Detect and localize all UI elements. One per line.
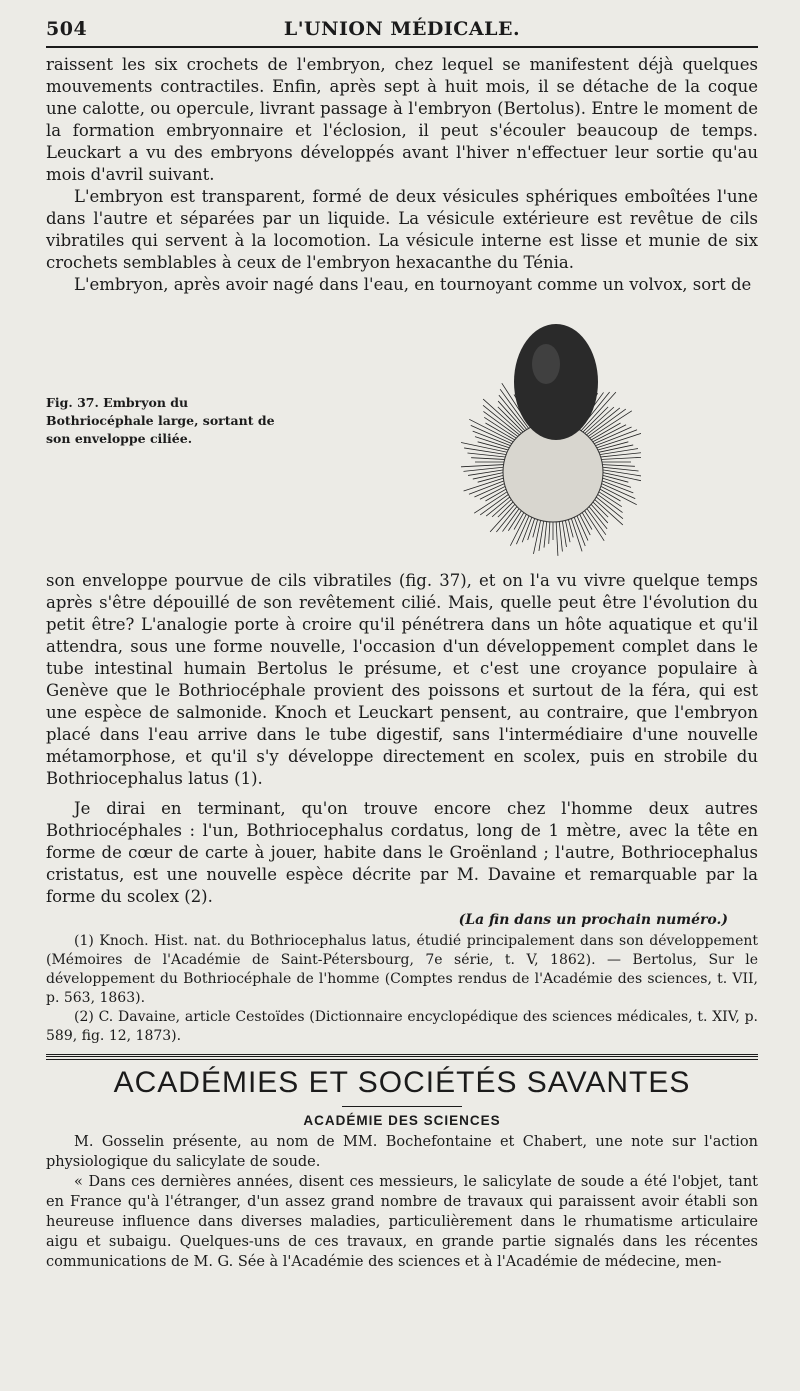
next-issue-note: (La fin dans un prochain numéro.) xyxy=(458,912,728,928)
footnotes xyxy=(46,932,758,1046)
journal-title: L'UNION MÉDICALE. xyxy=(283,18,521,40)
academie-text xyxy=(46,1132,758,1272)
paragraph-2: L'embryon est transparent, formé de deux vésicules sphériques emboîtées l'une dans l'autre et séparées par un liquide. La vésicule extérieure est revêtue de cils vibratiles qui servent à la locomotion. La vésicule interne est lisse et munie de six crochets semblables à ceux de l'embryon hexacanthe du Ténia. xyxy=(46,187,758,272)
paragraph-4: son enveloppe pourvue de cils vibratiles (fig. 37), et on l'a vu vivre quelque temps après s'être dépouillé de son revêtement cilié. Mais, quelle peut être l'évolution du petit être? L'analogie porte à croire qu'il pénétrera dans un hôte aquatique et qu'il attendra, sous une forme nouvelle, l'occasion d'un développement complet dans le tube intestinal humain Bertolus le présume, et c'est une croyance populaire à Genève que le Bothriocéphale provient des poissons et surtout de la féra, qui est une espèce de salmonide. Knoch et Leuckart pensent, au contraire, que l'embryon placé dans l'eau arrive dans le tube digestif, sans l'intermédiaire d'une nouvelle métamorphose, et qu'il s'y développe directement en scolex, puis en strobile du Bothriocephalus latus (1). xyxy=(46,571,758,788)
subsection-title: ACADÉMIE DES SCIENCES xyxy=(303,1113,501,1128)
figure-37 xyxy=(46,302,758,564)
figure-caption: Fig. 37. Embryon du Bothriocéphale large, sortant de son enveloppe ciliée. xyxy=(46,395,275,446)
section-title: ACADÉMIES ET SOCIÉTÉS SAVANTES xyxy=(113,1066,691,1099)
cilium xyxy=(590,430,637,448)
footnote-2: (2) C. Davaine, article Cestoïdes (Dictionnaire encyclopédique des sciences médicales, t. XIV, p. 589, fig. 12, 1873). xyxy=(46,1009,758,1044)
paragraph-1: raissent les six crochets de l'embryon, chez lequel se manifestent déjà quelques mouvements contractiles. Enfin, après sept à huit mois, il se détache de la coque une calotte, ou opercule, livrant passage à l'embryon (Bertolus). Entre le moment de la formation embryonnaire et l'éclosion, il peut s'écouler beaucoup de temps. Leuckart a vu des embryons développés avant l'hiver n'effectuer leur sortie qu'au mois d'avril suivant. xyxy=(46,55,758,184)
journal-page xyxy=(46,18,758,1272)
section-rule xyxy=(46,1054,758,1060)
page-number: 504 xyxy=(46,18,88,40)
embryo-body xyxy=(514,324,598,440)
page-header xyxy=(46,18,758,40)
paragraph-3: L'embryon, après avoir nagé dans l'eau, en tournoyant comme un volvox, sort de xyxy=(74,275,752,294)
embryo-illustration xyxy=(461,302,641,564)
academie-paragraph-1: M. Gosselin présente, au nom de MM. Bochefontaine et Chabert, une note sur l'action physiologique du salicylate de soude. xyxy=(46,1134,758,1170)
academie-paragraph-2: « Dans ces dernières années, disent ces messieurs, le salicylate de soude a été l'objet, tant en France qu'à l'étranger, d'un assez grand nombre de travaux qui paraissent avoir établi son heureuse influence dans diverses maladies, particulièrement dans le rhumatisme articulaire aigu et subaigu. Quelques-uns de ces travaux, en grande partie signalés dans les récentes communications de M. G. Sée à l'Académie des sciences et à l'Académie de médecine, men- xyxy=(46,1174,758,1270)
embryo-highlight xyxy=(532,344,560,384)
footnote-1: (1) Knoch. Hist. nat. du Bothriocephalus latus, étudié principalement dans son développement (Mémoires de l'Académie de Saint-Pétersbourg, 7e série, t. V, 1862). — Bertolus, Sur le développement du Bothriocéphale de l'homme (Comptes rendus de l'Académie des sciences, t. VII, p. 563, 1863). xyxy=(46,933,758,1006)
header-rule xyxy=(46,46,758,48)
short-rule xyxy=(342,1106,462,1107)
paragraph-5: Je dirai en terminant, qu'on trouve encore chez l'homme deux autres Bothriocéphales : l'un, Bothriocephalus cordatus, long de 1 mètre, avec la tête en forme de cœur de carte à jouer, habite dans le Groënland ; l'autre, Bothriocephalus cristatus, est une nouvelle espèce décrite par M. Davaine et remarquable par la forme du scolex (2). xyxy=(46,799,758,906)
